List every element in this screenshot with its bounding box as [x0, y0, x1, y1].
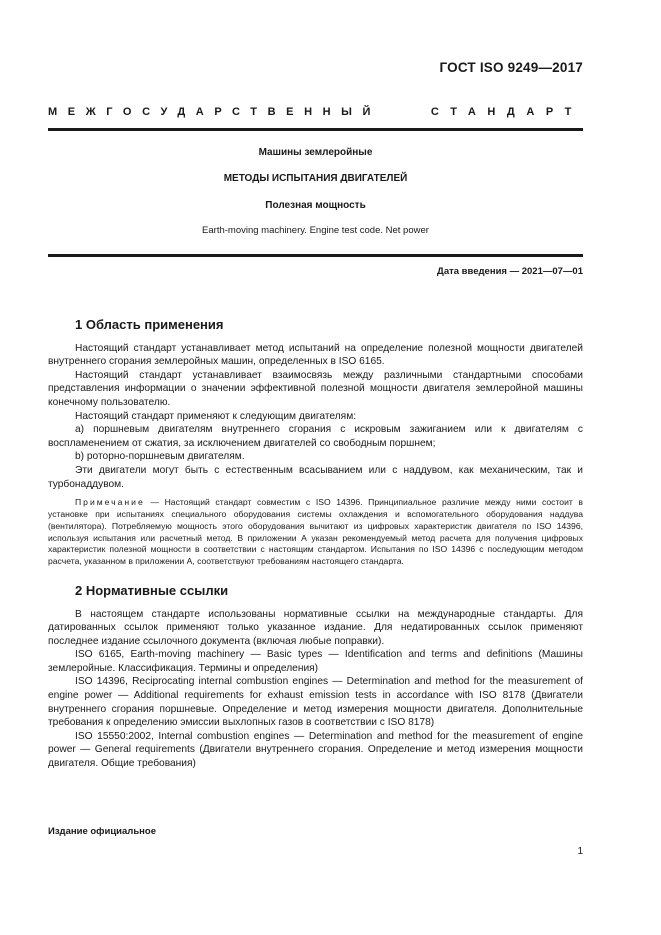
banner-word-interstate: МЕЖГОСУДАРСТВЕННЫЙ — [48, 106, 382, 118]
title-category: Машины землеройные — [258, 147, 373, 158]
section-1-paragraph: Настоящий стандарт применяют к следующим двигателям: — [75, 410, 357, 422]
section-1-list-item-a: а) поршневым двигателям внутреннего сгорания с искровым зажиганием или к двигателям с воспламенением от сжатия, за исключением двигателей со свободным поршнем; — [48, 424, 583, 449]
reference-iso-15550: ISO 15550:2002, Internal combustion engines — Determination and method for the measurement of engine power — General requirements (Двигатели внутреннего сгорания. Определение и метод измерения мощности двигателя. Общие требования) — [48, 730, 583, 770]
document-body — [48, 318, 583, 771]
section-1-paragraph: Эти двигатели могут быть с естественным всасыванием или с наддувом, как механическим, так и турбонаддувом. — [48, 464, 583, 490]
interstate-standard-banner — [48, 106, 583, 118]
section-1-note — [48, 497, 583, 568]
document-code: ГОСТ ISO 9249—2017 — [439, 60, 583, 75]
official-edition-label: Издание официальное — [48, 826, 156, 837]
section-1-paragraph: Настоящий стандарт устанавливает взаимосвязь между различными стандартными способами представления информации о значении эффективной полезной мощности двигателя землеройной машины конечному пользователю. — [48, 369, 583, 408]
title-main: МЕТОДЫ ИСПЫТАНИЯ ДВИГАТЕЛЕЙ — [223, 173, 408, 184]
reference-iso-14396: ISO 14396, Reciprocating internal combustion engines — Determination and method for the measurement of engine power — Additional requirements for exhaust emission tests in accordance with ISO 8178 (Двигатели внутреннего сгорания поршневые. Определение и метод измерения мощности двигателя. Дополнительные требования к определению эмиссии выхлопных газов в соответствии с ISO 8178) — [48, 676, 583, 729]
section-2-paragraph: В настоящем стандарте использованы нормативные ссылки на международные стандарты. Для датированных ссылок применяют только указанное издание. Для недатированных ссылок применяют последнее издание ссылочного документа (включая любые поправки). — [48, 608, 583, 647]
page-number: 1 — [577, 846, 583, 857]
section-1-heading: 1 Область применения — [75, 317, 224, 332]
note-label: Примечание — [75, 497, 145, 508]
reference-iso-6165: ISO 6165, Earth-moving machinery — Basic types — Identification and terms and definitions (Машины землеройные. Классификация. Термины и определения) — [48, 649, 583, 674]
introduction-date: Дата введения — 2021—07—01 — [437, 266, 583, 277]
title-subject: Полезная мощность — [265, 200, 366, 211]
banner-word-standard: СТАНДАРТ — [430, 106, 583, 118]
section-1-list-item-b: b) роторно-поршневым двигателям. — [75, 451, 245, 463]
top-divider — [48, 128, 583, 131]
title-english: Earth-moving machinery. Engine test code. Net power — [202, 225, 429, 236]
bottom-divider — [48, 254, 583, 257]
section-1-paragraph: Настоящий стандарт устанавливает метод испытаний на определение полезной мощности двигателей внутреннего сгорания землеройных машин, определенных в ISO 6165. — [48, 342, 583, 368]
section-2-heading: 2 Нормативные ссылки — [75, 582, 229, 598]
note-text: — Настоящий стандарт совместим с ISO 14396. Принципиальное различие между ними состоит в установке при испытаниях специального оборудования системы охлаждения и вспомогательного оборудования наддува (вентилятора). Потребляемую мощность этого оборудования вычитают из цифровых характеристик двигателя по ISO 14396, используя испытания или расчетный метод. В приложении А указан рекомендуемый метод расчета для получения цифровых характеристик полезной мощности в соответствии с настоящим стандартом. Испытания по ISO 14396 с последующим методом расчета, указанном в приложении А, соответствуют требованиям настоящего стандарта. — [48, 497, 583, 567]
